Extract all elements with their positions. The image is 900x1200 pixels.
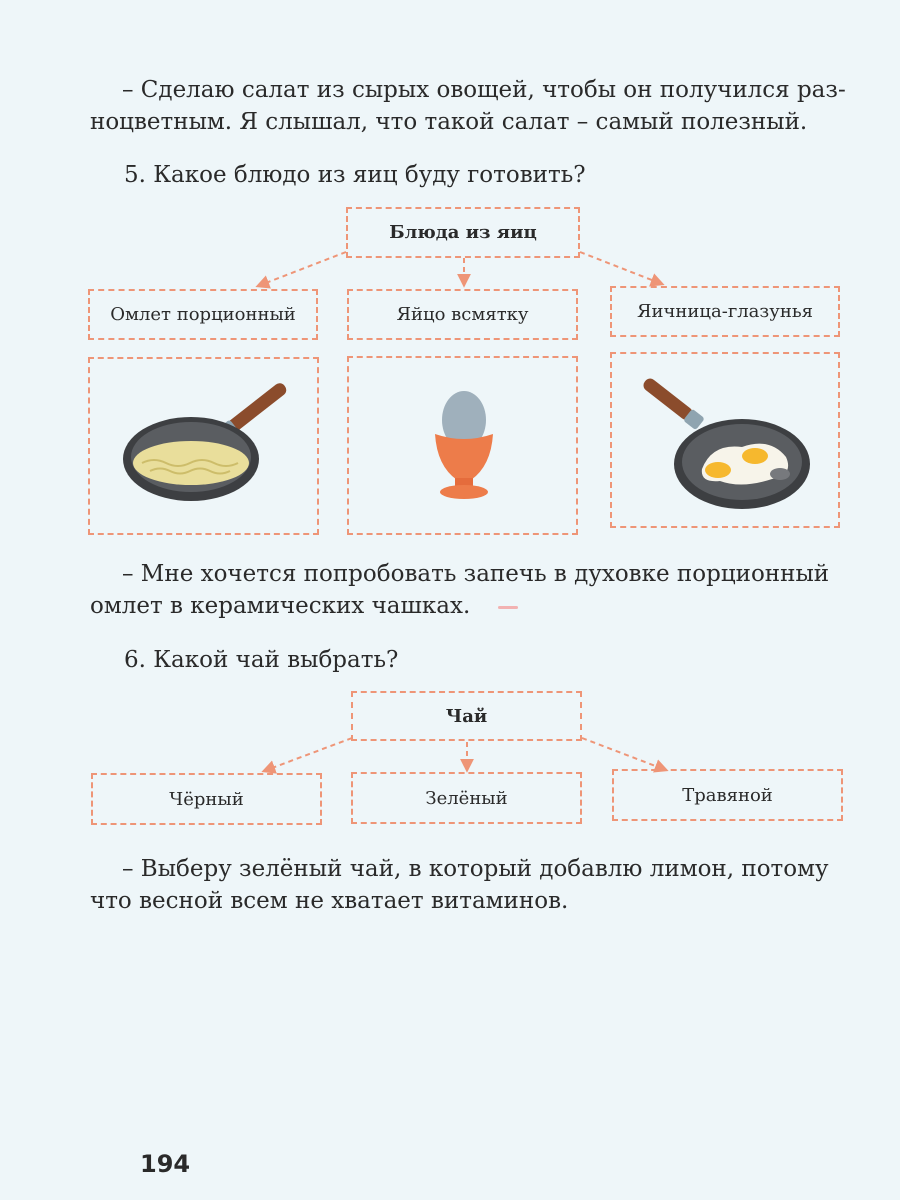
answer-6-line-2: что весной всем не хватает витаминов. (90, 888, 569, 914)
egg-dishes-root-box: Блюда из яиц (346, 207, 580, 258)
option-fried-eggs-box: Яичница-глазунья (610, 286, 840, 337)
tea-root-box: Чай (351, 691, 582, 741)
intro-line-1: – Сделаю салат из сырых овощей, чтобы он получился раз- (122, 77, 846, 103)
frying-pan-omelet-icon (90, 359, 321, 537)
question-6: 6. Какой чай выбрать? (124, 647, 399, 673)
answer-5-line-2: омлет в керамических чашках. (90, 593, 471, 619)
fried-eggs-picture-box (610, 352, 840, 528)
option-black-tea-box: Чёрный (91, 773, 322, 825)
option-soft-egg-box: Яйцо всмятку (347, 289, 578, 340)
soft-boiled-egg-icon (349, 358, 580, 537)
option-herbal-tea-box: Травяной (612, 769, 843, 821)
option-omelet-box: Омлет порционный (88, 289, 318, 340)
fried-eggs-pan-icon (612, 354, 842, 530)
print-smudge (498, 606, 518, 609)
question-5: 5. Какое блюдо из яиц буду готовить? (124, 162, 586, 188)
soft-egg-picture-box (347, 356, 578, 535)
omelet-picture-box (88, 357, 319, 535)
option-green-tea-box: Зелёный (351, 772, 582, 824)
page-number: 194 (140, 1150, 191, 1178)
answer-5-line-1: – Мне хочется попробовать запечь в духовке порционный (122, 561, 830, 587)
intro-line-2: ноцветным. Я слышал, что такой салат – самый полезный. (90, 109, 808, 135)
tea-diagram-arrows (264, 738, 666, 771)
answer-5-paragraph (90, 558, 840, 622)
answer-6-paragraph (90, 853, 840, 917)
answer-6-line-1: – Выберу зелёный чай, в который добавлю лимон, потому (122, 856, 829, 882)
